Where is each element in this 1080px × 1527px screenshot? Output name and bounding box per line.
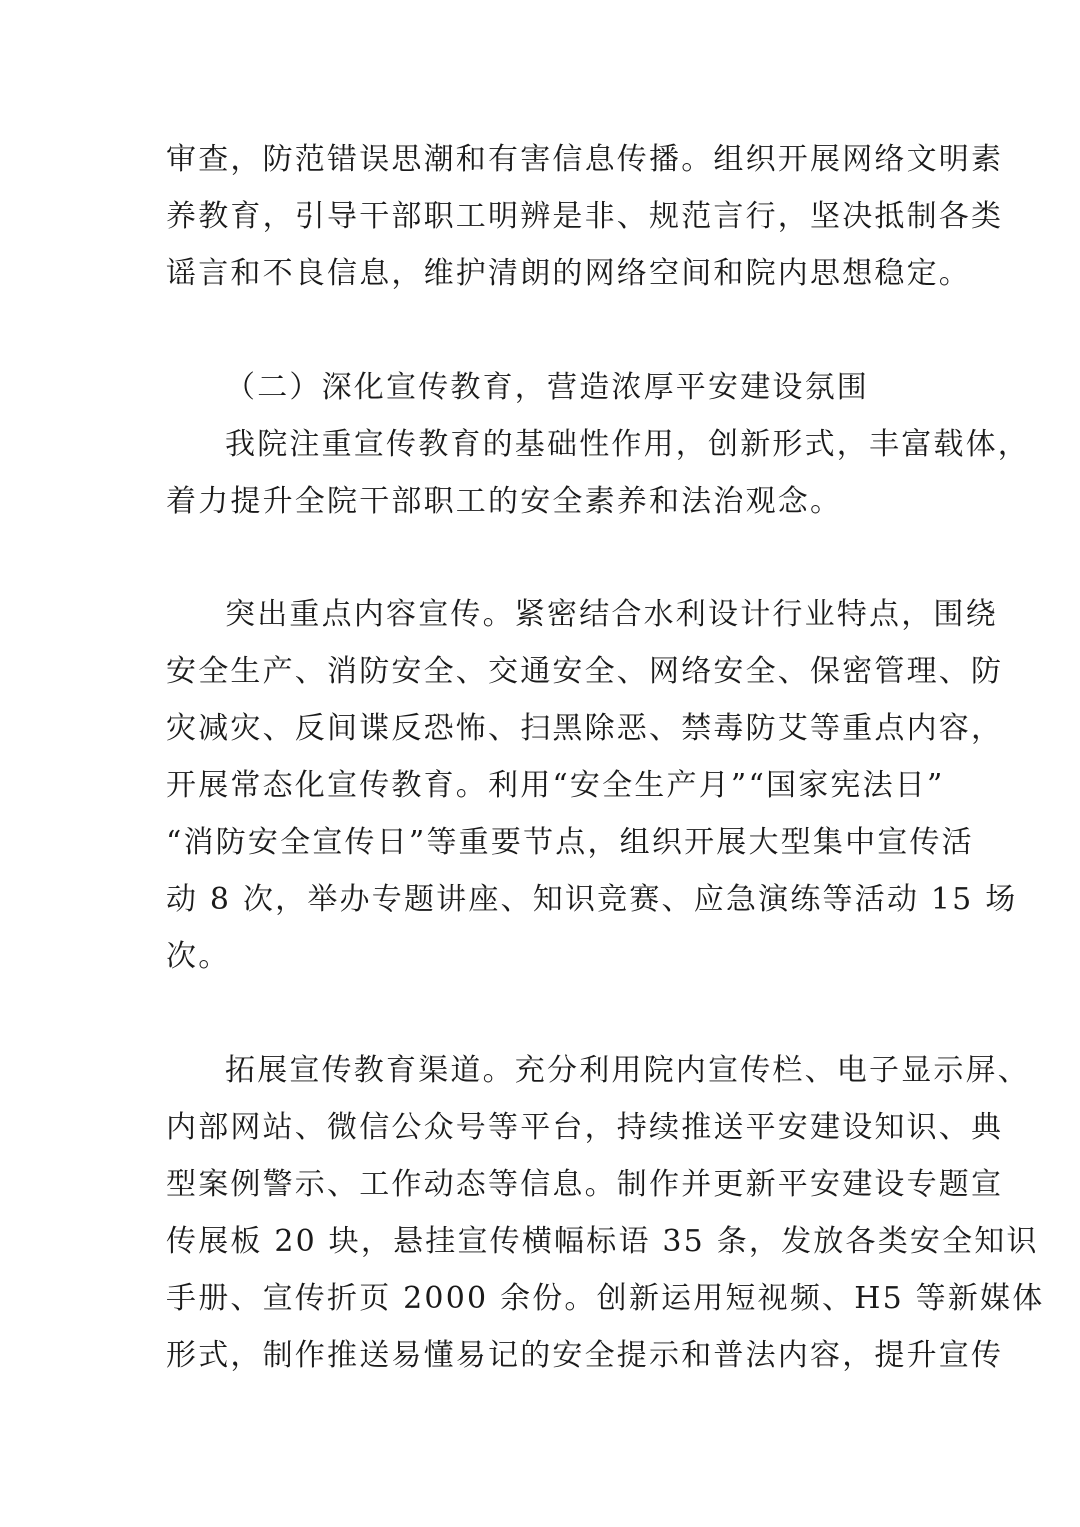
paragraph-3-line-3: 灾减灾、反间谍反恐怖、扫黑除恶、禁毒防艾等重点内容，: [166, 711, 1004, 746]
paragraph-2-line-1: 我院注重宣传教育的基础性作用，创新形式，丰富载体，: [225, 427, 1030, 462]
paragraph-2-line-2: 着力提升全院干部职工的安全素养和法治观念。: [166, 484, 843, 519]
paragraph-3-line-4: 开展常态化宣传教育。利用“安全生产月”“国家宪法日”: [166, 768, 945, 803]
section-heading: （二）深化宣传教育，营造浓厚平安建设氛围: [225, 370, 869, 405]
paragraph-1-line-1: 审查，防范错误思潮和有害信息传播。组织开展网络文明素: [166, 142, 1004, 177]
paragraph-4-line-6: 形式，制作推送易懂易记的安全提示和普法内容，提升宣传: [166, 1338, 1004, 1373]
paragraph-4-line-5: 手册、宣传折页 2000 余份。创新运用短视频、H5 等新媒体: [166, 1281, 1045, 1316]
paragraph-3-line-5: “消防安全宣传日”等重要节点，组织开展大型集中宣传活: [166, 825, 974, 860]
paragraph-3-line-6: 动 8 次，举办专题讲座、知识竞赛、应急演练等活动 15 场: [166, 882, 1018, 917]
paragraph-4-line-3: 型案例警示、工作动态等信息。制作并更新平安建设专题宣: [166, 1167, 1004, 1202]
paragraph-3-line-7: 次。: [166, 939, 231, 974]
paragraph-1-line-3: 谣言和不良信息，维护清朗的网络空间和院内思想稳定。: [166, 256, 971, 291]
paragraph-4-line-2: 内部网站、微信公众号等平台，持续推送平安建设知识、典: [166, 1110, 1004, 1145]
paragraph-3-line-1: 突出重点内容宣传。紧密结合水利设计行业特点，围绕: [225, 597, 998, 632]
paragraph-1-line-2: 养教育，引导干部职工明辨是非、规范言行，坚决抵制各类: [166, 199, 1004, 234]
paragraph-4-line-4: 传展板 20 块，悬挂宣传横幅标语 35 条，发放各类安全知识: [166, 1224, 1039, 1259]
paragraph-3-line-2: 安全生产、消防安全、交通安全、网络安全、保密管理、防: [166, 654, 1004, 689]
paragraph-4-line-1: 拓展宣传教育渠道。充分利用院内宣传栏、电子显示屏、: [225, 1053, 1030, 1088]
